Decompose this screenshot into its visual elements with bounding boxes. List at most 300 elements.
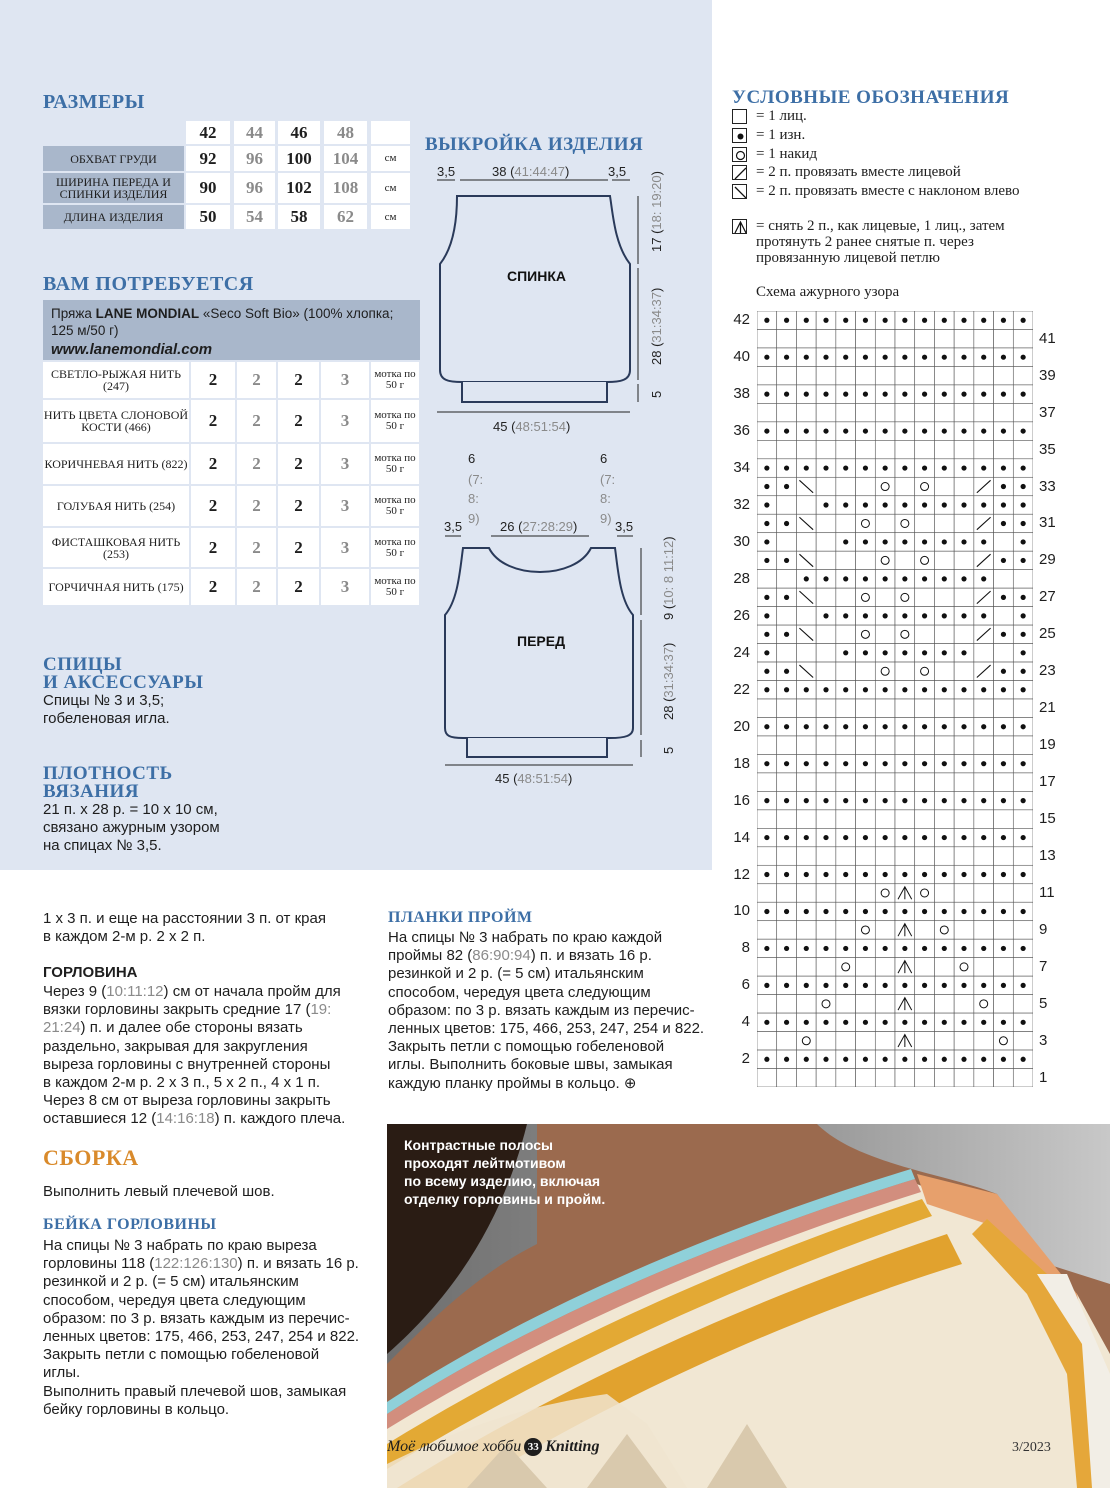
chart-cell	[1013, 607, 1033, 625]
chart-cell	[974, 699, 994, 717]
yarn-unit: мотка по 50 г	[371, 400, 419, 442]
photo-caption-3: по всему изделию, включая	[404, 1173, 601, 1189]
chart-cell	[796, 625, 816, 643]
gauge-line-1: 21 п. х 28 р. = 10 х 10 см,	[43, 801, 218, 818]
chart-row-number: 17	[1039, 773, 1056, 791]
footer-brand: Knitting	[545, 1438, 600, 1455]
chart-cell	[856, 477, 876, 495]
chart-cell	[875, 662, 895, 680]
chart-cell	[994, 329, 1014, 347]
chart-cell	[915, 533, 935, 551]
chart-cell	[875, 976, 895, 994]
chart-cell	[836, 329, 856, 347]
chart-cell	[895, 329, 915, 347]
chart-cell	[994, 847, 1014, 865]
chart-cell	[757, 440, 777, 458]
chart-cell	[994, 459, 1014, 477]
yarn-desc: «Seco Soft Bio» (100% хлопка; 125 м/50 г)	[51, 306, 394, 338]
chart-cell	[895, 681, 915, 699]
text-line	[43, 1255, 359, 1273]
front-label: ПЕРЕД	[517, 633, 566, 649]
chart-cell	[974, 884, 994, 902]
chart-cell	[974, 551, 994, 569]
text-main: резинкой и 2 р. (= 5 см) итальянским	[43, 1273, 299, 1291]
chart-cell	[875, 514, 895, 532]
chart-cell	[856, 348, 876, 366]
chart-cell	[757, 884, 777, 902]
needles-text-2: гобеленовая игла.	[43, 710, 170, 727]
chart-cell	[954, 717, 974, 735]
size-value: 58	[278, 205, 320, 229]
gauge-line-2: связано ажурным узором	[43, 819, 220, 836]
chart-cell	[757, 551, 777, 569]
chart-cell	[875, 791, 895, 809]
chart-cell	[836, 533, 856, 551]
size-value: 108	[324, 173, 367, 203]
back-armhole-dim: 17 (18: 19:20)	[649, 171, 664, 252]
text-main: Закрыть петли с помощью гобеленовой	[43, 1346, 320, 1364]
text-main: ) п. и далее обе стороны вязать	[80, 1019, 303, 1037]
chart-cell	[836, 1032, 856, 1050]
chart-cell	[777, 551, 797, 569]
chart-cell	[954, 791, 974, 809]
chart-cell	[915, 884, 935, 902]
chart-cell	[757, 533, 777, 551]
chart-cell	[777, 939, 797, 957]
chart-cell	[856, 976, 876, 994]
chart-cell	[856, 440, 876, 458]
chart-cell	[934, 551, 954, 569]
chart-cell	[954, 995, 974, 1013]
text-main: ленных цветов: 175, 466, 253, 247, 254 и 822.	[43, 1328, 360, 1345]
chart-cell	[836, 385, 856, 403]
chart-cell	[777, 791, 797, 809]
chart-cell	[934, 865, 954, 883]
chart-cell	[836, 311, 856, 329]
chart-cell	[974, 514, 994, 532]
chart-cell	[934, 939, 954, 957]
chart-cell	[994, 644, 1014, 662]
chart-cell	[757, 1032, 777, 1050]
chart-row-number: 18	[733, 754, 750, 772]
chart-cell	[934, 607, 954, 625]
chart-cell	[994, 939, 1014, 957]
chart-cell	[954, 921, 974, 939]
chart-cell	[1013, 1013, 1033, 1031]
size-row-label: ШИРИНА ПЕРЕДА И СПИНКИ ИЗДЕЛИЯ	[43, 173, 184, 203]
size-value: 96	[234, 146, 275, 171]
chart-cell	[816, 348, 836, 366]
chart-cell	[895, 791, 915, 809]
chart-cell	[796, 440, 816, 458]
chart-cell	[994, 995, 1014, 1013]
chart-cell	[934, 403, 954, 421]
chart-cell	[1013, 311, 1033, 329]
chart-cell	[895, 754, 915, 772]
chart-cell	[895, 1032, 915, 1050]
chart-cell	[816, 865, 836, 883]
chart-cell	[1013, 810, 1033, 828]
chart-row-number: 30	[733, 532, 750, 550]
chart-cell	[895, 459, 915, 477]
text-line	[43, 1092, 331, 1110]
back-piece-outline	[440, 196, 630, 402]
front-neck-left-b: 8:	[468, 491, 479, 506]
chart-row-number: 22	[733, 680, 750, 698]
chart-cell	[777, 348, 797, 366]
chart-cell	[836, 477, 856, 495]
chart-cell	[974, 958, 994, 976]
chart-cell	[836, 828, 856, 846]
chart-cell	[934, 810, 954, 828]
chart-cell	[954, 828, 974, 846]
yarn-color-name: ГОРЧИЧНАЯ НИТЬ (175)	[43, 569, 189, 605]
chart-cell	[1013, 496, 1033, 514]
chart-cell	[856, 625, 876, 643]
chart-cell	[915, 921, 935, 939]
chart-cell	[836, 625, 856, 643]
chart-cell	[856, 773, 876, 791]
chart-cell	[974, 773, 994, 791]
size-value: 54	[234, 205, 275, 229]
text-alt: 21:24	[43, 1019, 81, 1037]
chart-cell	[796, 717, 816, 735]
chart-cell	[895, 588, 915, 606]
chart-row-number: 7	[1039, 957, 1048, 975]
chart-cell	[915, 422, 935, 440]
text-main: образом: по 3 р. вязать каждым из перечис-	[43, 1309, 350, 1327]
chart-cell	[856, 884, 876, 902]
chart-cell	[856, 533, 876, 551]
text-main: способом, чередуя цвета следующим	[388, 983, 651, 1001]
chart-cell	[895, 865, 915, 883]
chart-cell	[796, 385, 816, 403]
chart-cell	[816, 1069, 836, 1087]
chart-cell	[856, 588, 876, 606]
text-line	[43, 1273, 299, 1291]
chart-cell	[1013, 662, 1033, 680]
chart-cell	[895, 995, 915, 1013]
chart-cell	[974, 681, 994, 699]
chart-cell	[796, 551, 816, 569]
chart-cell	[856, 699, 876, 717]
chart-row-number: 15	[1039, 810, 1056, 828]
chart-cell	[796, 662, 816, 680]
chart-cell	[816, 1032, 836, 1050]
chart-cell	[895, 403, 915, 421]
front-body-dim: 28 (31:34:37)	[661, 642, 676, 720]
chart-cell	[934, 995, 954, 1013]
text-main: резинкой и 2 р. (= 5 см) итальянским	[388, 965, 644, 983]
chart-cell	[1013, 403, 1033, 421]
chart-cell	[875, 348, 895, 366]
chart-cell	[777, 311, 797, 329]
chart-cell	[974, 1032, 994, 1050]
back-side-left: 3,5	[437, 164, 456, 179]
yarn-qty: 2	[278, 362, 319, 398]
chart-cell	[875, 1013, 895, 1031]
text-line	[43, 1310, 350, 1328]
chart-cell	[994, 902, 1014, 920]
lace-chart	[757, 311, 1033, 1087]
chart-cell	[836, 459, 856, 477]
chart-cell	[796, 477, 816, 495]
text-line	[43, 1110, 345, 1128]
chart-cell	[934, 717, 954, 735]
chart-cell	[757, 939, 777, 957]
chart-cell	[895, 921, 915, 939]
chart-cell	[1013, 995, 1033, 1013]
chart-cell	[757, 810, 777, 828]
chart-cell	[974, 607, 994, 625]
chart-cell	[915, 607, 935, 625]
size-unit: см	[371, 146, 410, 171]
chart-cell	[915, 773, 935, 791]
chart-cell	[895, 884, 915, 902]
chart-cell	[757, 570, 777, 588]
legend-text: = 2 п. провязать вместе лицевой	[756, 164, 961, 180]
chart-cell	[796, 366, 816, 384]
chart-cell	[1013, 514, 1033, 532]
chart-cell	[934, 699, 954, 717]
yarn-qty: 3	[321, 486, 369, 526]
chart-cell	[777, 533, 797, 551]
chart-cell	[836, 773, 856, 791]
front-width-dim: 45 (48:51:54)	[495, 771, 573, 786]
chart-cell	[1013, 717, 1033, 735]
chart-cell	[954, 681, 974, 699]
chart-cell	[1013, 644, 1033, 662]
chart-cell	[934, 366, 954, 384]
gauge-heading-1: ПЛОТНОСТЬ	[43, 763, 173, 784]
chart-cell	[856, 311, 876, 329]
chart-cell	[895, 496, 915, 514]
chart-cell	[777, 570, 797, 588]
chart-cell	[934, 1069, 954, 1087]
chart-cell	[816, 1013, 836, 1031]
chart-cell	[856, 1050, 876, 1068]
back-width-dim: 45 (48:51:54)	[493, 419, 571, 434]
chart-cell	[757, 662, 777, 680]
chart-cell	[1013, 551, 1033, 569]
chart-cell	[934, 736, 954, 754]
chart-cell	[856, 939, 876, 957]
chart-cell	[994, 699, 1014, 717]
chart-cell	[875, 440, 895, 458]
chart-cell	[777, 1032, 797, 1050]
chart-cell	[757, 311, 777, 329]
text-line	[43, 1364, 80, 1382]
chart-cell	[994, 884, 1014, 902]
chart-cell	[796, 921, 816, 939]
chart-cell	[1013, 588, 1033, 606]
chart-cell	[856, 958, 876, 976]
chart-row-number: 24	[733, 643, 750, 661]
chart-cell	[836, 847, 856, 865]
chart-cell	[915, 570, 935, 588]
chart-title: Схема ажурного узора	[756, 284, 900, 300]
chart-row-number: 5	[1039, 994, 1048, 1012]
chart-cell	[954, 459, 974, 477]
chart-cell	[895, 828, 915, 846]
chart-cell	[836, 1069, 856, 1087]
chart-cell	[934, 662, 954, 680]
chart-cell	[875, 847, 895, 865]
text-main: Через 8 см от выреза горловины закрыть	[43, 1092, 331, 1110]
chart-cell	[836, 754, 856, 772]
text-line	[43, 1038, 308, 1056]
chart-cell	[974, 662, 994, 680]
chart-cell	[895, 311, 915, 329]
chart-cell	[836, 865, 856, 883]
text-main: На спицы № 3 набрать по краю выреза	[43, 1237, 317, 1254]
text-line	[388, 1038, 664, 1056]
chart-cell	[816, 754, 836, 772]
chart-cell	[875, 902, 895, 920]
chart-cell	[856, 865, 876, 883]
chart-cell	[915, 958, 935, 976]
k2tog-icon	[732, 165, 747, 180]
chart-cell	[934, 329, 954, 347]
chart-cell	[816, 403, 836, 421]
front-neck-right-a: (7:	[600, 472, 616, 487]
chart-cell	[934, 681, 954, 699]
chart-cell	[875, 366, 895, 384]
chart-cell	[856, 644, 876, 662]
chart-cell	[974, 477, 994, 495]
chart-cell	[974, 976, 994, 994]
text-main: иглы. Выполнить боковые швы, замыкая	[388, 1056, 673, 1074]
chart-cell	[816, 902, 836, 920]
chart-cell	[994, 551, 1014, 569]
text-main: ) п. и вязать 16 р.	[530, 947, 652, 965]
chart-cell	[974, 403, 994, 421]
chart-cell	[895, 644, 915, 662]
chart-cell	[915, 403, 935, 421]
chart-cell	[836, 496, 856, 514]
size-header-44: 44	[234, 121, 275, 144]
chart-cell	[816, 329, 836, 347]
chart-cell	[974, 754, 994, 772]
chart-cell	[777, 1050, 797, 1068]
chart-cell	[796, 1032, 816, 1050]
text-main: ленных цветов: 175, 466, 253, 247, 254 и 822.	[388, 1020, 705, 1037]
front-neck-right-b: 8:	[600, 491, 611, 506]
double-decrease-icon	[732, 219, 747, 234]
chart-cell	[954, 644, 974, 662]
yarn-qty: 2	[191, 486, 235, 526]
chart-cell	[836, 662, 856, 680]
chart-cell	[796, 847, 816, 865]
chart-cell	[856, 995, 876, 1013]
chart-cell	[875, 1032, 895, 1050]
chart-cell	[796, 884, 816, 902]
chart-cell	[954, 385, 974, 403]
chart-cell	[994, 736, 1014, 754]
yarn-qty: 2	[278, 528, 319, 567]
chart-cell	[875, 551, 895, 569]
chart-cell	[777, 828, 797, 846]
chart-cell	[856, 847, 876, 865]
size-value: 90	[186, 173, 230, 203]
chart-cell	[994, 496, 1014, 514]
chart-cell	[895, 551, 915, 569]
chart-cell	[875, 995, 895, 1013]
chart-cell	[954, 625, 974, 643]
chart-cell	[875, 828, 895, 846]
chart-cell	[974, 644, 994, 662]
chart-cell	[796, 570, 816, 588]
back-label: СПИНКА	[507, 268, 567, 284]
chart-cell	[974, 847, 994, 865]
chart-cell	[994, 976, 1014, 994]
chart-cell	[994, 865, 1014, 883]
yarn-color-name: НИТЬ ЦВЕТА СЛОНОВОЙ КОСТИ (466)	[43, 400, 189, 442]
chart-cell	[777, 921, 797, 939]
chart-cell	[954, 514, 974, 532]
chart-cell	[895, 1013, 915, 1031]
chart-cell	[856, 570, 876, 588]
chart-cell	[1013, 1050, 1033, 1068]
yarn-color-name: ГОЛУБАЯ НИТЬ (254)	[43, 486, 189, 526]
text-main: бейку горловины в кольцо.	[43, 1400, 230, 1418]
chart-cell	[934, 884, 954, 902]
page-number: 33	[524, 1438, 542, 1456]
chart-cell	[757, 865, 777, 883]
chart-cell	[757, 847, 777, 865]
size-unit: см	[371, 173, 410, 203]
chart-cell	[994, 1050, 1014, 1068]
chart-cell	[954, 533, 974, 551]
text-main: каждую планку проймы в кольцо. ⊕	[388, 1074, 637, 1092]
chart-cell	[856, 607, 876, 625]
chart-cell	[836, 570, 856, 588]
chart-cell	[954, 884, 974, 902]
text-main: проймы 82 (	[388, 947, 473, 965]
chart-row-number: 6	[741, 976, 750, 994]
legend-text: = 1 изн.	[756, 127, 806, 143]
chart-cell	[757, 699, 777, 717]
front-rib-dim: 5	[661, 746, 676, 754]
chart-cell	[777, 717, 797, 735]
chart-cell	[875, 1050, 895, 1068]
size-value: 96	[234, 173, 275, 203]
chart-cell	[777, 736, 797, 754]
chart-cell	[757, 717, 777, 735]
chart-cell	[816, 976, 836, 994]
chart-cell	[1013, 348, 1033, 366]
footer-magazine: Моё любимое хобби	[387, 1438, 522, 1455]
chart-cell	[816, 625, 836, 643]
chart-cell	[796, 607, 816, 625]
chart-cell	[777, 681, 797, 699]
text-main: ) п. каждого плеча.	[214, 1110, 346, 1128]
chart-row-number: 3	[1039, 1031, 1048, 1049]
chart-cell	[875, 958, 895, 976]
chart-cell	[836, 995, 856, 1013]
chart-cell	[856, 810, 876, 828]
chart-cell	[875, 884, 895, 902]
chart-cell	[915, 736, 935, 754]
chart-cell	[757, 681, 777, 699]
chart-cell	[875, 681, 895, 699]
issue-number: 3/2023	[1012, 1440, 1051, 1455]
chart-cell	[757, 644, 777, 662]
chart-cell	[974, 422, 994, 440]
chart-cell	[816, 939, 836, 957]
chart-cell	[994, 477, 1014, 495]
chart-cell	[934, 514, 954, 532]
